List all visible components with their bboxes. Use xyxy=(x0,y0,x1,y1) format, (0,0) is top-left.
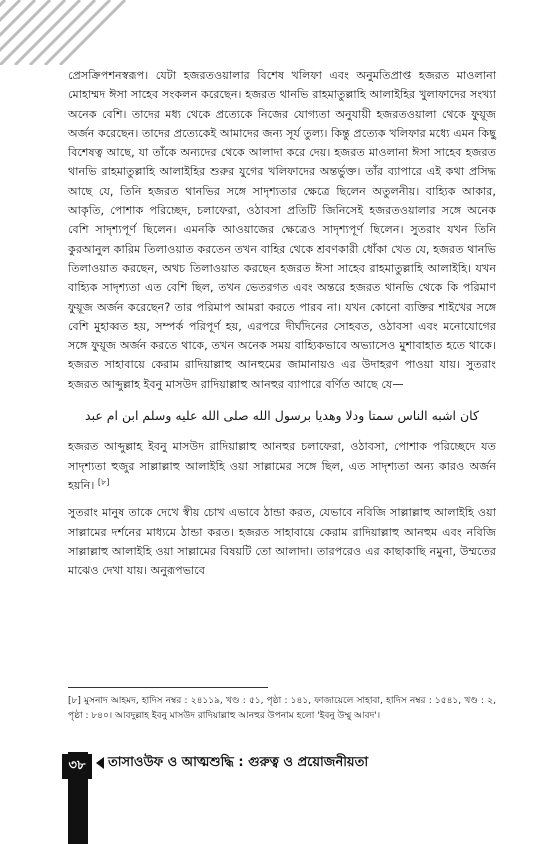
arabic-quote: كان اشبه الناس سمتا ودلا وهديا برسول الله صلى الله عليه وسلم ابن ام عبد xyxy=(85,408,479,424)
footnote: [৮] মুসনাদ আহমদ, হাদিস নম্বর : ২৪১১৯, খণ্ড : ৫১, পৃষ্ঠা : ১৪১, ফাজায়েলে সাহাবা, হাদিস নম্বর : ১৫৪১, খণ্ড : ২, পৃষ্ঠা : ৮৪০। আবদুল্লাহ ইবনু মাসউদ রাদিয়াল্লাহু আনহুর উপনাম হলো 'ইবনু উম্মু আবদ'। xyxy=(68,696,496,721)
triangle-left-icon xyxy=(96,757,104,769)
paragraph-3: সুতরাং মানুষ তাকে দেখে স্বীয় চোখ এভাবে ঠান্ডা করত, যেভাবে নবিজি সাল্লাল্লাহু আলাইহি ওয়া সাল্লামের দর্শনের মাধ্যমে ঠান্ডা করত। হজরত সাহাবায়ে কেরাম রাদিয়াল্লাহু আনহুম এবং নবিজি সাল্লাল্লাহু আলাইহি ওয়া সাল্লামের বিষয়টি তো আলাদা। তারপরেও এর কাছাকাছি নমুনা, উম্মতের মাঝেও দেখা যায়। অনুরূপভাবে xyxy=(68,506,496,578)
footnote-reference[interactable]: [৮] xyxy=(97,477,110,487)
book-title: তাসাওউফ ও আত্মশুদ্ধি : গুরুত্ব ও প্রয়োজনীয়তা xyxy=(108,754,369,770)
footnote-divider xyxy=(68,687,268,688)
corner-hatch-decoration xyxy=(0,0,130,65)
paragraph-2-text: হজরত আব্দুল্লাহ ইবনু মাসউদ রাদিয়াল্লাহু আনহুর চলাফেরা, ওঠাবসা, পোশাক পরিচ্ছেদে যত সাদৃশ্যতা হুজুর সাল্লাল্লাহু আলাইহি ওয়া সাল্লামের সঙ্গে ছিল, এত সাদৃশ্যতা অন্য কারও অর্জন হয়নি। xyxy=(68,440,496,492)
page-number: ৩৮ xyxy=(62,754,92,779)
paragraph-1: প্রেসক্রিপশনস্বরূপ। যেটা হজরতওয়ালার বিশেষ খলিফা এবং অনুমতিপ্রাপ্ত হজরত মাওলানা মোহাম্মদ ঈসা সাহেব সংকলন করেছেন। হজরত থানভি রাহমাতুল্লাহি আলাইহির খুলাফাদের সংখ্যা অনেক বেশি। তাদের মধ্য থেকে প্রত্যেকে নিজের যোগ্যতা অনুযায়ী হজরতওয়ালা থেকে ফুয়ূজ অর্জন করেছেন। তাদের প্রত্যেকেই আমাদের জন্য সূর্য তুল্য। কিন্তু প্রত্যেক খলিফার মধ্যে এমন কিছু বিশেষত্ব আছে, যা তাঁকে অন্যদের থেকে আলাদা করে দেয়। হজরত মাওলানা ঈসা সাহেব হজরত থানভি রাহমাতুল্লাহি আলাইহির শুরুর যুগের খলিফাদের অন্তর্ভুক্ত। তাঁর ব্যাপারে এই কথা প্রসিদ্ধ আছে যে, তিনি হজরত থানভির সঙ্গে সাদৃশ্যতার ক্ষেত্রে ছিলেন অতুলনীয়। বাহ্যিক আকার, আকৃতি, পোশাক পরিচ্ছেদ, চলাফেরা, ওঠাবসা প্রতিটি জিনিসেই হজরতওয়ালার সঙ্গে অনেক বেশি সাদৃশ্যপূর্ণ ছিলেন। এমনকি আওয়াজের ক্ষেত্রেও সাদৃশ্যপূর্ণ ছিলেন। সুতরাং যখন তিনি কুরআনুল কারিম তিলাওয়াত করতেন তখন বাহির থেকে শ্রবণকারী ধোঁকা খেত যে, হজরত থানভি তিলাওয়াত করছেন, অথচ তিলাওয়াত করছেন হজরত ঈসা সাহেব রাহমাতুল্লাহি আলাইহি। যখন বাহ্যিক সাদৃশ্যতা এত বেশি ছিল, তখন ভেতরগত এবং অন্তরে হজরত থানভি থেকে কি পরিমাণ ফুয়ূজ অর্জন করেছেন? তার পরিমাপ আমরা করতে পারব না। যখন কোনো ব্যক্তির শাইখের সঙ্গে বেশি মুহাব্বত হয়, সম্পর্ক পরিপূর্ণ হয়, এরপরে দীর্ঘদিনের সোহবত, ওঠাবসা এবং মনোযোগের সঙ্গে ফুয়ূজ অর্জন করতে থাকে, তখন অনেক সময় বাহ্যিকভাবে অভ্যাসেও মুশাবাহাত হতে থাকে। হজরত সাহাবায়ে কেরাম রাদিয়াল্লাহু আনহুমের জামানায়ও এর উদাহরণ পাওয়া যায়। সুতরাং হজরত আব্দুল্লাহ ইবনু মাসউদ রাদিয়াল্লাহু আনহুর ব্যাপারে বর্ণিত আছে যে— xyxy=(68,69,496,391)
body-text xyxy=(68,66,496,580)
paragraph-2 xyxy=(68,437,496,495)
running-footer xyxy=(96,753,368,773)
